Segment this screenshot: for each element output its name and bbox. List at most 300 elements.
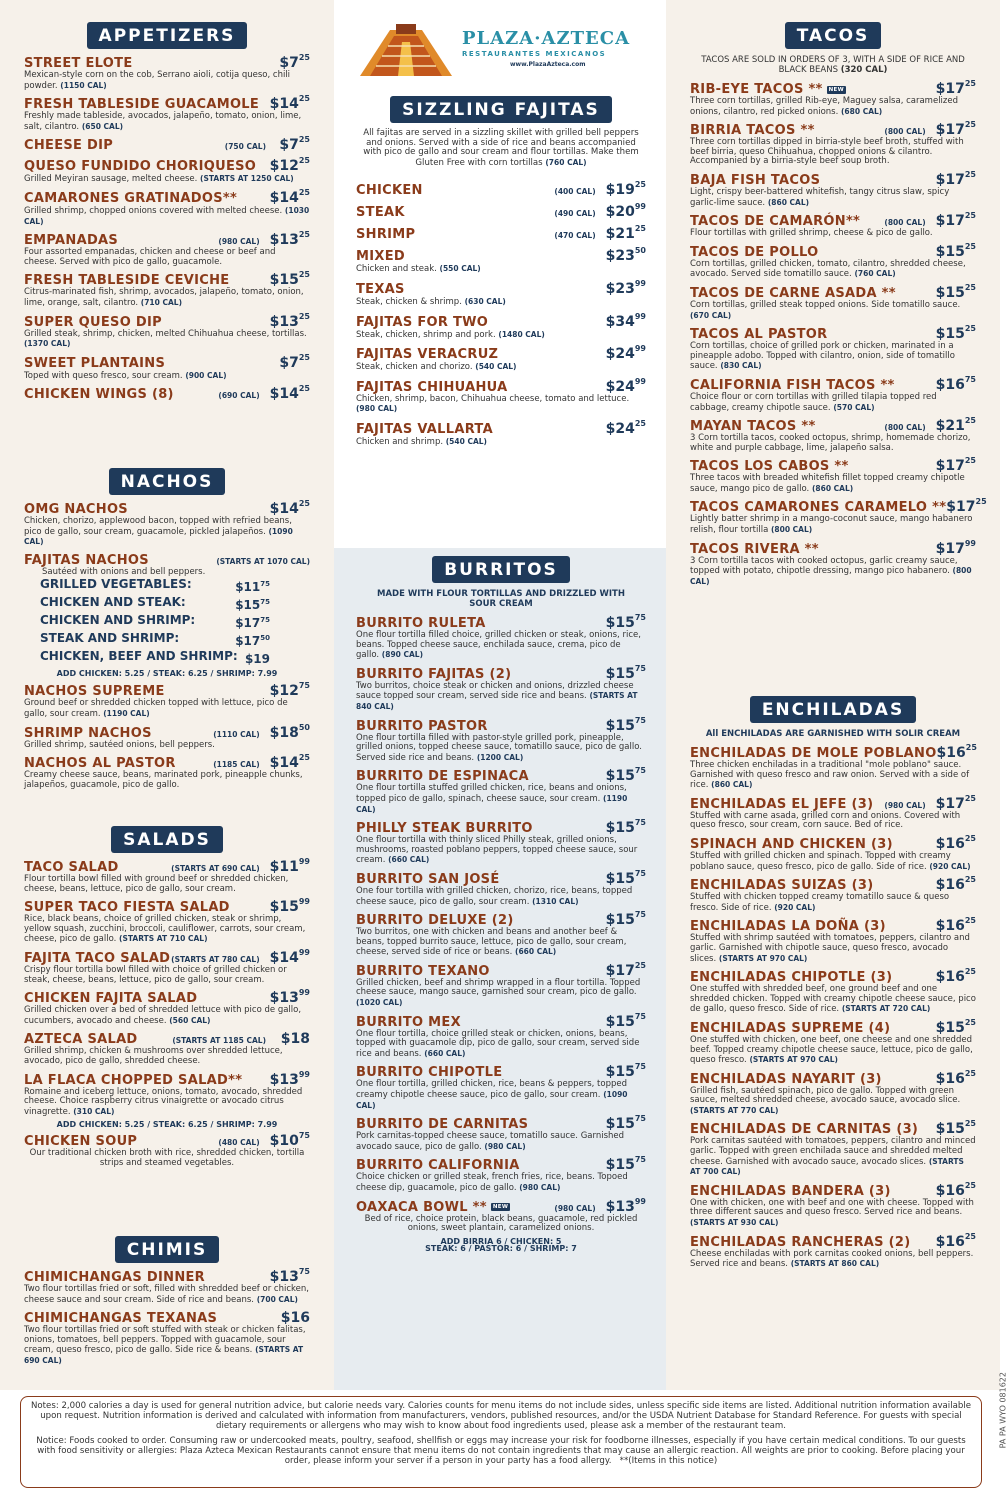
- item-name: OMG NACHOS: [24, 502, 128, 517]
- item-description: Grilled shrimp, sautéed onions, bell peppers.: [24, 739, 215, 750]
- menu-item: [24, 899, 310, 945]
- menu-item: [356, 715, 646, 764]
- item-price: $\$14^{25}$: [269, 384, 310, 403]
- item-price: $\$17^{25}$: [935, 793, 976, 812]
- menu-item: [24, 137, 310, 153]
- item-calories: (STARTS AT 1185 CAL): [172, 1036, 266, 1046]
- item-price: $\$24^{25}$: [605, 418, 646, 437]
- item-description: Romaine and iceberg lettuce, onions, tomato, avocado, shredded cheese. Choice raspberry citrus vinaigrette or avocado citrus vinagrette. (310 CAL): [24, 1086, 303, 1117]
- option-row: CHICKEN AND SHRIMP: $\$17^{75}$: [40, 613, 270, 631]
- item-description: Stuffed with grilled chicken and spinach. Topped with creamy poblano sauce, queso fresco, pico de gallo. Side of rice. (920 CAL): [690, 850, 971, 872]
- menu-item: [24, 947, 310, 985]
- addon-note: STEAK: 6 / PASTOR: 6 / SHRIMP: 7: [425, 1243, 577, 1253]
- menu-item: [356, 278, 646, 308]
- item-description: Two flour tortillas fried or soft, filled with shredded beef or chicken, cheese sauce and sour cream. Side of rice and beans. (700 CAL): [24, 1284, 309, 1305]
- item-price: $\$15^{99}$: [269, 897, 310, 916]
- item-description: Sautéed with onions and bell peppers.: [42, 566, 206, 577]
- item-price: $\$16^{25}$: [935, 833, 976, 852]
- item-name: SHRIMP: [356, 227, 416, 243]
- menu-item: [356, 226, 646, 242]
- item-description: Flour tortillas with grilled shrimp, cheese & pico de gallo.: [690, 228, 933, 239]
- item-price: $\$10^{75}$: [269, 1131, 310, 1150]
- menu-item: [690, 418, 976, 453]
- item-price: $\$19^{25}$: [605, 180, 646, 199]
- item-name: ENCHILADAS SUIZAS (3): [690, 878, 874, 894]
- item-price: $16: [280, 1310, 310, 1327]
- item-name: FAJITAS FOR TWO: [356, 314, 489, 330]
- item-price: $\$15^{75}$: [605, 613, 646, 631]
- menu-item: [356, 1116, 646, 1152]
- menu-item: [356, 248, 646, 275]
- menu-item: [24, 1269, 310, 1305]
- item-name: CHICKEN WINGS (8): [24, 387, 174, 403]
- menu-item: [356, 346, 646, 373]
- menu-item: [690, 81, 976, 117]
- menu-item: [356, 820, 646, 866]
- item-price: $\$15^{75}$: [605, 868, 646, 887]
- menu-item: [690, 1017, 976, 1066]
- item-description: Flour tortilla bowl filled with ground beef or shredded chicken, cheese, beans, lettuce, pico de gallo, sour cream.: [24, 874, 289, 894]
- item-price: $\$15^{25}$: [935, 282, 976, 301]
- item-price: $\$13^{99}$: [269, 988, 310, 1007]
- menu-item: [690, 1231, 976, 1270]
- item-price: $\$12^{25}$: [269, 156, 310, 175]
- item-description: Pork carnitas sautéed with tomatoes, peppers, cilantro and minced garlic. Topped with green enchilada sauce and shredded melted cheese. Garnished with avocado sauce, avocado slices. (STARTS AT 700 CAL): [690, 1136, 976, 1177]
- item-description: Stuffed with shrimp sautéed with tomatoes, peppers, cilantro and garlic. Garnished with chipotle sauce, queso fresco, avocado slices. (STARTS AT 970 CAL): [690, 933, 970, 964]
- item-description: Stuffed with carne asada, grilled corn and onions. Covered with queso fresco, sour cream, corn sauce. Bed of rice.: [690, 810, 961, 831]
- item-price: $\$16^{25}$: [935, 967, 976, 986]
- option-row: CHICKEN AND STEAK: $\$15^{75}$: [40, 595, 270, 613]
- item-name: SUPER QUESO DIP: [24, 314, 162, 330]
- item-description: One four tortilla with grilled chicken, chorizo, rice, beans, topped cheese sauce, pico de gallo, sour cream. (1310 CAL): [356, 885, 633, 907]
- item-price: $\$15^{25}$: [935, 241, 976, 260]
- menu-item: [356, 311, 646, 341]
- item-description: One flour tortilla stuffed grilled chicken, rice, beans and onions, topped pico de gallo, spinach, cheese sauce, sour cream. (1190 CAL): [356, 783, 628, 814]
- menu-item: [690, 122, 976, 167]
- item-name: TACOS AL PASTOR: [690, 327, 828, 343]
- section-header: SIZZLING FAJITAS: [390, 96, 612, 123]
- item-name: MIXED: [356, 249, 405, 265]
- item-description: Chicken and shrimp. (540 CAL): [356, 436, 487, 447]
- item-name: FRESH TABLESIDE GUACAMOLE: [24, 97, 260, 113]
- item-name: SPINACH AND CHICKEN (3): [690, 836, 893, 852]
- item-name: BURRITO DE ESPINACA: [356, 769, 529, 785]
- addon-note: ADD CHICKEN: 5.25 / STEAK: 6.25 / SHRIMP: 7.99: [56, 669, 278, 679]
- item-description: Toped with queso fresco, sour cream. (900 CAL): [24, 370, 227, 381]
- menu-item: [24, 55, 310, 91]
- menu-item: [690, 1068, 976, 1117]
- appetizers-section: [24, 22, 310, 407]
- addon-note: ADD BIRRIA 6 / CHICKEN: 5: [440, 1236, 562, 1246]
- item-description: Steak, chicken and chorizo. (540 CAL): [356, 362, 517, 373]
- item-description: One stuffed with chicken, one beef, one cheese and one shredded beef. Topped creamy chipotle cheese sauce, lettuce, pico de gallo, queso fresco. (STARTS AT 970 CAL): [690, 1034, 973, 1066]
- item-description: Chicken and steak. (550 CAL): [356, 264, 481, 275]
- item-price: $\$16^{25}$: [935, 1068, 976, 1087]
- item-description: 3 Corn tortilla tacos with cooked octopus, garlic creamy sauce, topped with potato, chipotle dressing, mango pico habanero. (800 CAL): [690, 555, 972, 586]
- menu-item: [356, 1157, 646, 1193]
- item-name: BURRITO DELUXE (2): [356, 913, 514, 929]
- item-name: SHRIMP NACHOS: [24, 725, 152, 741]
- item-name: TACOS DE CAMARÓN**: [690, 214, 861, 230]
- item-calories: (480 CAL): [218, 1138, 260, 1148]
- item-price: $\$24^{99}$: [605, 344, 646, 363]
- menu-item: [24, 1310, 310, 1366]
- item-price: $\$14^{25}$: [269, 94, 310, 113]
- item-name: MAYAN TACOS **: [690, 419, 816, 435]
- menu-item-fajitas-nachos: [24, 553, 310, 679]
- item-price: $\$15^{25}$: [269, 270, 310, 289]
- menu-item: [690, 374, 976, 413]
- menu-item: [690, 1121, 976, 1177]
- menu-item: [24, 722, 310, 751]
- menu-item: [690, 458, 976, 494]
- item-description: Our traditional chicken broth with rice, shredded chicken, tortilla strips and steamed vegetables.: [29, 1148, 305, 1168]
- item-price: $\$14^{25}$: [269, 499, 310, 517]
- salads-section: [24, 826, 310, 1174]
- item-name: FAJITAS NACHOS: [24, 552, 149, 568]
- item-price: $\$15^{75}$: [605, 715, 646, 734]
- item-description: One flour tortilla filled choice, grilled chicken or steak, onions, rice, beans. Topped cheese sauce, enchilada sauce, crema, pico de gallo. (890 CAL): [356, 630, 641, 661]
- item-name: BURRITO PASTOR: [356, 718, 488, 734]
- item-name: ENCHILADAS RANCHERAS (2): [690, 1234, 911, 1250]
- item-name: NACHOS SUPREME: [24, 684, 165, 700]
- section-header: BURRITOS: [432, 556, 570, 583]
- item-description: Two flour tortillas fried or soft stuffed with steak or chicken falitas, onions, tomatoes, bell peppers. Topped with guacamole, sour cream, queso fresco, pico de gallo. Side rice & beans. (STARTS AT 690 CAL): [24, 1325, 306, 1365]
- section-subtitle: TACOS ARE SOLD IN ORDERS OF 3, WITH A SIDE OF RICE AND BLACK BEANS (320 CAL): [701, 55, 965, 75]
- item-name: STREET ELOTE: [24, 56, 133, 71]
- item-price: $\$17^{25}$: [605, 960, 646, 979]
- item-description: Corn tortillas, choice of grilled pork or chicken, marinated in a pineapple adobo. Topped with cilantro, onion, side of tomatillo sauce. (830 CAL): [690, 341, 955, 372]
- item-calories: (STARTS AT 690 CAL): [171, 864, 260, 873]
- item-name: SUPER TACO FIESTA SALAD: [24, 900, 230, 916]
- item-price: $\$23^{99}$: [605, 278, 646, 297]
- item-price: $\$13^{99}$: [269, 1069, 310, 1088]
- item-description: Three chicken enchiladas in a traditional "mole poblano" sauce. Garnished with queso fresco and raw onion. Served with a side of rice. (860 CAL): [690, 760, 970, 791]
- item-price: $\$17^{25}$: [935, 211, 976, 230]
- legal-notes: [20, 1396, 982, 1488]
- item-price: $\$15^{75}$: [605, 1062, 646, 1081]
- section-header: TACOS: [785, 22, 882, 49]
- item-name: ENCHILADAS CHIPOTLE (3): [690, 970, 893, 986]
- item-price: $\$17^{25}$: [935, 120, 976, 139]
- item-name: TACOS CAMARONES CARAMELO **: [690, 500, 947, 516]
- menu-item: [24, 311, 310, 350]
- item-description: Three corn tortillas dipped in birria-style beef broth, stuffed with beef birria, queso Chihuahua, chopped onions & cilantro. Accompanied by a birria-style beef soup broth.: [690, 137, 964, 167]
- addon-note: ADD CHICKEN: 5.25 / STEAK: 6.25 / SHRIMP: 7.99: [56, 1120, 278, 1130]
- item-description: One flour tortilla filled with pastor-style grilled pork, pineapple, grilled onions, topped cheese sauce, tomatillo sauce, pico de gallo. Served side rice and beans. (1200 CAL): [356, 732, 642, 763]
- item-description: Corn tortillas, grilled chicken, tomato, cilantro, shredded cheese, avocado. Served side tomatillo sauce. (760 CAL): [690, 258, 966, 280]
- item-name: TACOS LOS CABOS **: [690, 459, 849, 475]
- item-name: AZTECA SALAD: [24, 1032, 138, 1048]
- item-calories: (1185 CAL): [213, 760, 260, 770]
- nutrition-note: Notes: 2,000 calories a day is used for general nutrition advice, but calorie needs vary. Calories counts for menu items do not include sides, unless specific side items are listed. Additional nutrition information available upon request. Nutrition information is derived and calculated with information from manufacturers, vendors, published resources, and/or the USDA Nutrient Database for Standard Reference. For guests with special dietary requirements or allergens who may wish to know about food ingredients used, please ask a member of the restaurant team.: [31, 1401, 971, 1431]
- option-row: STEAK AND SHRIMP: $\$17^{50}$: [40, 631, 270, 649]
- item-price: $\$13^{25}$: [269, 230, 310, 249]
- item-description: Chicken, chorizo, applewood bacon, topped with refried beans, pico de gallo, sour cream, guacamole, pickled jalapeños. (1090 CAL): [24, 516, 293, 547]
- item-calories: (980 CAL): [884, 800, 926, 810]
- item-description: Grilled fish, sautéed spinach, pico de gallo. Topped with green sauce, melted shredded cheese, avocado sauce, avocado slice. (STARTS AT 770 CAL): [690, 1085, 961, 1115]
- tacos-section: [690, 22, 987, 592]
- menu-item: [690, 169, 976, 208]
- menu-item-oaxaca-bowl: [356, 1196, 646, 1253]
- item-price: $18: [280, 1031, 310, 1048]
- item-name: CHICKEN SOUP: [24, 1134, 138, 1150]
- item-description: Grilled chicken over a bed of shredded lettuce with pico de gallo, cucumbers, avocado and cheese. (560 CAL): [24, 1005, 302, 1026]
- item-description: Grilled steak, shrimp, chicken, melted Chihuahua cheese, tortillas. (1370 CAL): [24, 328, 307, 349]
- item-name: EMPANADAS: [24, 233, 119, 249]
- item-name: TACOS DE CARNE ASADA **: [690, 285, 896, 301]
- item-name: TACO SALAD: [24, 860, 119, 875]
- item-price: $\$17^{25}$: [935, 79, 976, 97]
- menu-item: [24, 232, 310, 267]
- menu-item: [356, 663, 646, 713]
- item-description: 3 Corn tortilla tacos, cooked octopus, shrimp, homemade chorizo, white and purple cabbage, lime, jalapeño salsa.: [690, 433, 971, 453]
- item-description: Three tacos with breaded whitefish fillet topped creamy chipotle sauce, mango pico de gallo. (860 CAL): [690, 473, 965, 494]
- nachos-section: [24, 468, 310, 795]
- menu-item: [690, 538, 976, 588]
- item-calories: (STARTS AT 1070 CAL): [216, 556, 310, 566]
- item-price: $\$15^{25}$: [935, 1119, 976, 1138]
- item-name: STEAK: [356, 205, 405, 221]
- section-header: APPETIZERS: [87, 22, 248, 49]
- item-price: $\$11^{99}$: [269, 857, 310, 875]
- burritos-section: [356, 556, 646, 1258]
- item-price: $\$7^{25}$: [279, 352, 310, 371]
- chimis-section: [24, 1236, 310, 1372]
- menu-item: [356, 912, 646, 958]
- item-description: Bed of rice, choice protein, black beans, guacamole, red pickled onions, sweet plantain, caramelized onions.: [364, 1213, 638, 1234]
- item-calories: (490 CAL): [554, 209, 596, 219]
- item-calories: (1110 CAL): [213, 729, 260, 739]
- menu-item: [690, 1180, 976, 1229]
- item-name: TACOS RIVERA **: [690, 541, 819, 557]
- item-calories: (400 CAL): [554, 187, 596, 197]
- menu-item: [356, 418, 646, 448]
- item-price: $\$23^{50}$: [605, 246, 646, 265]
- menu-item: [690, 213, 976, 239]
- item-calories: (690 CAL): [218, 391, 260, 401]
- item-description: Choice flour or corn tortillas with grilled tilapia topped red cabbage, creamy chipotle sauce. (570 CAL): [690, 391, 937, 413]
- allergy-notice: Notice: Foods cooked to order. Consuming raw or undercooked meats, poultry, seafood, shellfish or eggs may increase your risk for foodborne illnesses, especially if you have certain medical conditions. To our guests with food sensitivity or allergies: Plaza Azteca Mexican Restaurants cannot ensure that menu items do not contain ingredients that may cause an allergic reaction. All weights are prior to cooking. Before placing your order, please inform your server if a person in your party has a food allergy. **(Items in this notice): [36, 1436, 966, 1466]
- item-price: $\$13^{99}$: [605, 1196, 646, 1215]
- item-name: SWEET PLANTAINS: [24, 355, 166, 371]
- item-description: Two burritos, choice steak or chicken and onions, drizzled cheese sauce topped sour cream, served side rice and beans. (STARTS AT 840 CAL): [356, 680, 638, 711]
- option-row: CHICKEN, BEEF AND SHRIMP: $19: [40, 649, 270, 667]
- menu-item: [24, 755, 310, 790]
- item-price: $\$15^{75}$: [605, 910, 646, 929]
- print-code: PA PA WYO 081622: [998, 1372, 1007, 1449]
- item-description: One flour tortilla, grilled chicken, rice, beans & peppers, topped creamy chipotle cheese sauce, pico de gallo, sour cream. (1090 CAL): [356, 1079, 628, 1110]
- section-subtitle: All fajitas are served in a sizzling skillet with grilled bell peppers and onions. Served with a side of rice and beans accompanied with pico de gallo and sour cream and flour tortillas. Make them Gluten Free with corn tortillas (760 CAL): [363, 128, 639, 168]
- item-calories: (470 CAL): [554, 231, 596, 241]
- item-price: $\$16^{25}$: [935, 916, 976, 935]
- item-description: Citrus-marinated fish, shrimp, avocados, jalapeño, tomato, onion, lime, orange, salt, cilantro. (710 CAL): [24, 287, 304, 308]
- item-name: ENCHILADAS EL JEFE (3): [690, 796, 874, 812]
- item-description: One flour tortilla with thinly sliced Philly steak, grilled onions, mushrooms, roasted poblano peppers, topped cheese sauce, sour cream. (660 CAL): [356, 835, 638, 866]
- menu-item: [356, 376, 646, 415]
- item-description: Pork carnitas-topped cheese sauce, tomatillo sauce. Garnished avocado sauce, pico de gallo. (980 CAL): [356, 1131, 625, 1152]
- menu-item: [24, 352, 310, 382]
- menu-item: [356, 768, 646, 815]
- item-description: Creamy cheese sauce, beans, marinated pork, pineapple chunks, jalapeños, guacamole, pico de gallo.: [24, 770, 303, 790]
- menu-item: [24, 96, 310, 132]
- item-name: CHICKEN FAJITA SALAD: [24, 991, 198, 1007]
- item-price: $\$21^{25}$: [605, 224, 646, 243]
- menu-item: [356, 868, 646, 907]
- item-name: ENCHILADAS DE CARNITAS (3): [690, 1122, 919, 1138]
- item-price: $\$17^{25}$: [935, 456, 976, 475]
- item-name: BIRRIA TACOS **: [690, 123, 815, 139]
- item-name: BURRITO CHIPOTLE: [356, 1065, 503, 1081]
- menu-item: [24, 1069, 310, 1118]
- logo: [350, 18, 650, 78]
- item-price: $\$16^{75}$: [935, 374, 976, 393]
- item-description: Grilled chicken, beef and shrimp wrapped in a flour tortilla. Topped cheese sauce, mango sauce, garnished sour cream, pico de gallo. (1020 CAL): [356, 977, 641, 1008]
- menu-item: [24, 683, 310, 719]
- item-price: $\$14^{25}$: [269, 753, 310, 772]
- item-price: $\$13^{25}$: [269, 311, 310, 330]
- menu-item: [690, 497, 987, 536]
- item-name: RIB-EYE TACOS ** NEW: [690, 82, 844, 97]
- item-name: QUESO FUNDIDO CHORIQUESO: [24, 159, 257, 175]
- menu-item: [690, 326, 976, 372]
- item-name: BURRITO CALIFORNIA: [356, 1158, 520, 1174]
- menu-item: [356, 182, 646, 198]
- item-name: FRESH TABLESIDE CEVICHE: [24, 273, 230, 289]
- item-price: $\$15^{75}$: [605, 1114, 646, 1133]
- brand-tagline: RESTAURANTES MEXICANOS: [462, 50, 607, 58]
- item-description: One stuffed with shredded beef, one ground beef and one shredded chicken. Topped with creamy chipotle cheese sauce, pico de gallo, queso fresco. Side of rice. (STARTS AT 720 CAL): [690, 984, 976, 1015]
- item-name: BURRITO FAJITAS (2): [356, 666, 512, 682]
- menu-item: [690, 918, 976, 964]
- item-name: ENCHILADAS DE MOLE POBLANO: [690, 746, 937, 761]
- item-name: FAJITA TACO SALAD: [24, 950, 171, 966]
- menu-item: [356, 1064, 646, 1111]
- brand-url: www.PlazaAzteca.com: [510, 61, 586, 68]
- item-description: One flour tortilla, choice grilled steak or chicken, onions, beans, topped with guacamole dip, pico de gallo, sour cream, served side rice and beans. (660 CAL): [356, 1028, 640, 1059]
- menu-item: [356, 204, 646, 220]
- item-description: Ground beef or shredded chicken topped with lettuce, pico de gallo, sour cream. (1190 CAL): [24, 698, 288, 719]
- section-subtitle: All ENCHILADAS ARE GARNISHED WITH SOLIR CREAM: [705, 729, 961, 739]
- item-description: Four assorted empanadas, chicken and cheese or beef and cheese. Served with pico de gallo, guacamole.: [24, 247, 276, 267]
- item-calories: (750 CAL): [224, 142, 266, 152]
- item-description: Two burritos, one with chicken and beans and another beef & beans, topped burrito sauce, lettuce, pico de gallo, sour cream, cheese, served side of rice or beans. (660 CAL): [356, 927, 627, 958]
- section-subtitle: MADE WITH FLOUR TORTILLAS AND DRIZZLED WITH SOUR CREAM: [377, 589, 625, 609]
- item-name: OAXACA BOWL ** NEW: [356, 1199, 509, 1215]
- item-name: CAMARONES GRATINADOS**: [24, 190, 238, 206]
- new-badge: NEW: [828, 86, 844, 93]
- item-description: Freshly made tableside, avocados, jalapeño, tomato, onion, lime, salt, cilantro. (650 CAL): [24, 111, 302, 132]
- menu-item: [24, 1031, 310, 1066]
- fajitas-section: [356, 96, 646, 454]
- item-description: Chicken, shrimp, bacon, Chihuahua cheese, tomato and lettuce. (980 CAL): [356, 393, 630, 414]
- menu-item: [24, 158, 310, 185]
- item-description: Grilled shrimp, chopped onions covered with melted cheese. (1030 CAL): [24, 205, 310, 226]
- item-price: $\$7^{25}$: [279, 53, 310, 71]
- item-name: ENCHILADAS LA DOÑA (3): [690, 919, 886, 935]
- menu-item: [24, 272, 310, 308]
- item-calories: (980 CAL): [218, 237, 260, 247]
- item-price: $\$16^{25}$: [935, 1231, 976, 1250]
- item-description: Three corn tortillas, grilled Rib-eye, Maguey salsa, caramelized onions, cilantro, red picked onions. (680 CAL): [690, 96, 958, 117]
- item-name: ENCHILADAS NAYARIT (3): [690, 1071, 882, 1087]
- menu-item: [24, 386, 310, 402]
- pyramid-logo-icon: [356, 22, 456, 78]
- item-price: $\$15^{75}$: [605, 1011, 646, 1030]
- item-description: One with chicken, one with beef and one with cheese. Topped with three different sauces and queso fresco. Served rice and beans. (STARTS AT 930 CAL): [690, 1197, 974, 1228]
- item-price: $\$34^{99}$: [605, 311, 646, 330]
- item-description: Grilled Meyiran sausage, melted cheese. (STARTS AT 1250 CAL): [24, 174, 294, 185]
- item-price: $\$18^{50}$: [269, 722, 310, 741]
- item-price: $\$15^{75}$: [605, 766, 646, 785]
- item-name: BURRITO TEXANO: [356, 963, 490, 979]
- menu-item: [690, 877, 976, 913]
- item-calories: (980 CAL): [554, 1203, 596, 1213]
- menu-item: [356, 960, 646, 1009]
- item-name: BURRITO SAN JOSÉ: [356, 871, 500, 887]
- item-price: $\$20^{99}$: [605, 202, 646, 221]
- item-name: ENCHILADAS SUPREME (4): [690, 1020, 891, 1036]
- menu-item: [24, 1133, 310, 1168]
- menu-item: [24, 859, 310, 894]
- menu-item: [356, 615, 646, 661]
- item-name: BAJA FISH TACOS: [690, 172, 821, 188]
- item-description: Grilled shrimp, chicken & mushrooms over shredded lettuce, avocado, pico de gallo, shredded cheese.: [24, 1046, 283, 1066]
- fajitas-nachos-options: [24, 577, 310, 667]
- menu-item: [24, 187, 310, 227]
- item-description: Crispy flour tortilla bowl filled with choice of grilled chicken or steak, cheese, beans, lettuce, pico de gallo, sour cream.: [24, 964, 287, 985]
- menu-item: [24, 501, 310, 548]
- item-name: FAJITAS VERACRUZ: [356, 347, 499, 363]
- brand-name: PLAZA·AZTECA: [462, 28, 631, 49]
- item-description: Cheese enchiladas with pork carnitas cooked onions, bell peppers. Served rice and beans. (STARTS AT 860 CAL): [690, 1248, 974, 1270]
- menu-item: [690, 969, 976, 1015]
- item-price: $\$14^{99}$: [269, 947, 310, 966]
- item-name: LA FLACA CHOPPED SALAD**: [24, 1072, 243, 1088]
- item-name: BURRITO MEX: [356, 1014, 461, 1030]
- item-calories: (STARTS AT 780 CAL): [171, 954, 260, 964]
- item-name: CALIFORNIA FISH TACOS **: [690, 377, 895, 393]
- item-name: FAJITAS VALLARTA: [356, 421, 493, 437]
- item-description: Light, crispy beer-battered whitefish, tangy citrus slaw, spicy garlic-lime sauce. (860 CAL): [690, 186, 950, 208]
- item-calories: (800 CAL): [884, 218, 926, 228]
- menu-item: [690, 745, 976, 791]
- item-price: $\$15^{25}$: [935, 1017, 976, 1036]
- item-price: $\$16^{25}$: [935, 875, 976, 894]
- new-badge: NEW: [492, 1204, 509, 1211]
- item-name: TACOS DE POLLO: [690, 244, 819, 260]
- item-price: $\$15^{75}$: [605, 663, 646, 682]
- item-price: $\$24^{99}$: [605, 376, 646, 395]
- menu-item: [24, 990, 310, 1026]
- item-price: $\$15^{25}$: [935, 324, 976, 343]
- menu-item: [690, 793, 976, 831]
- item-price: $\$16^{25}$: [935, 1180, 976, 1199]
- item-price: $\$16^{25}$: [936, 743, 977, 761]
- item-description: Steak, chicken, shrimp and pork. (1480 CAL): [356, 329, 545, 340]
- section-header: CHIMIS: [115, 1236, 220, 1263]
- item-description: Choice chicken or grilled steak, french fries, rice, beans. Topoed cheese dip, guacamole, pico de gallo. (980 CAL): [356, 1172, 628, 1193]
- item-description: Lightly batter shrimp in a mango-coconut sauce, mango habanero relish, flour tortilla (800 CAL): [690, 514, 973, 536]
- menu-item: [356, 1011, 646, 1060]
- item-name: CHIMICHANGAS DINNER: [24, 1270, 205, 1285]
- menu-item: [690, 282, 976, 321]
- item-price: $\$13^{75}$: [269, 1267, 310, 1285]
- item-description: Stuffed with chicken topped creamy tomatillo sauce & queso fresco. Side of rice. (920 CAL): [690, 892, 950, 913]
- item-name: CHICKEN: [356, 183, 423, 199]
- item-name: BURRITO DE CARNITAS: [356, 1117, 529, 1133]
- option-row: GRILLED VEGETABLES: $\$11^{75}$: [40, 577, 270, 595]
